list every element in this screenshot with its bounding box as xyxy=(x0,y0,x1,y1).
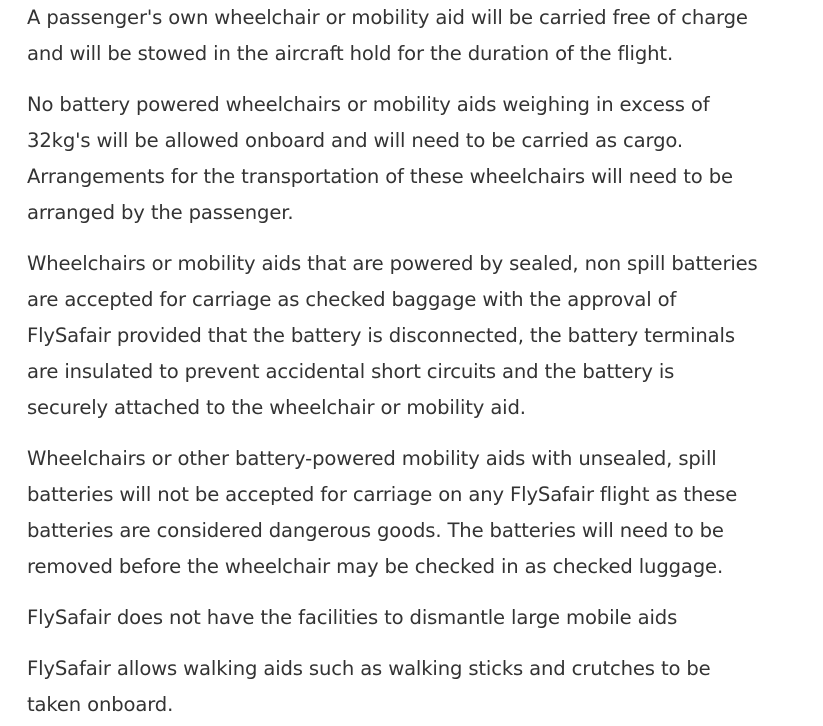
text-line: 32kg's will be allowed onboard and will need to be carried as cargo. xyxy=(27,129,683,152)
text-line: Wheelchairs or other battery-powered mobility aids with unsealed, spill xyxy=(27,447,717,470)
paragraph-own-wheelchair xyxy=(27,0,813,72)
text-line: are accepted for carriage as checked baggage with the approval of xyxy=(27,288,677,311)
text-line: FlySafair provided that the battery is disconnected, the battery terminals xyxy=(27,324,735,347)
text-line: are insulated to prevent accidental short circuits and the battery is xyxy=(27,360,675,383)
paragraph-unsealed-batteries xyxy=(27,441,813,585)
text-line: arranged by the passenger. xyxy=(27,201,294,224)
text-line: and will be stowed in the aircraft hold for the duration of the flight. xyxy=(27,42,674,65)
text-line: A passenger's own wheelchair or mobility aid will be carried free of charge xyxy=(27,6,748,29)
paragraph-battery-weight-limit xyxy=(27,87,813,231)
text-line: FlySafair does not have the facilities to dismantle large mobile aids xyxy=(27,606,678,629)
text-line: batteries will not be accepted for carriage on any FlySafair flight as these xyxy=(27,483,738,506)
text-line: Wheelchairs or mobility aids that are powered by sealed, non spill batteries xyxy=(27,252,758,275)
text-line: No battery powered wheelchairs or mobility aids weighing in excess of xyxy=(27,93,710,116)
text-line: securely attached to the wheelchair or mobility aid. xyxy=(27,396,526,419)
text-line: FlySafair allows walking aids such as walking sticks and crutches to be xyxy=(27,657,711,680)
paragraph-walking-aids xyxy=(27,651,813,723)
text-line: batteries are considered dangerous goods. The batteries will need to be xyxy=(27,519,724,542)
text-line: removed before the wheelchair may be checked in as checked luggage. xyxy=(27,555,724,578)
paragraph-dismantle-facilities xyxy=(27,600,813,636)
text-line: taken onboard. xyxy=(27,693,174,716)
paragraph-sealed-batteries xyxy=(27,246,813,426)
text-line: Arrangements for the transportation of these wheelchairs will need to be xyxy=(27,165,733,188)
